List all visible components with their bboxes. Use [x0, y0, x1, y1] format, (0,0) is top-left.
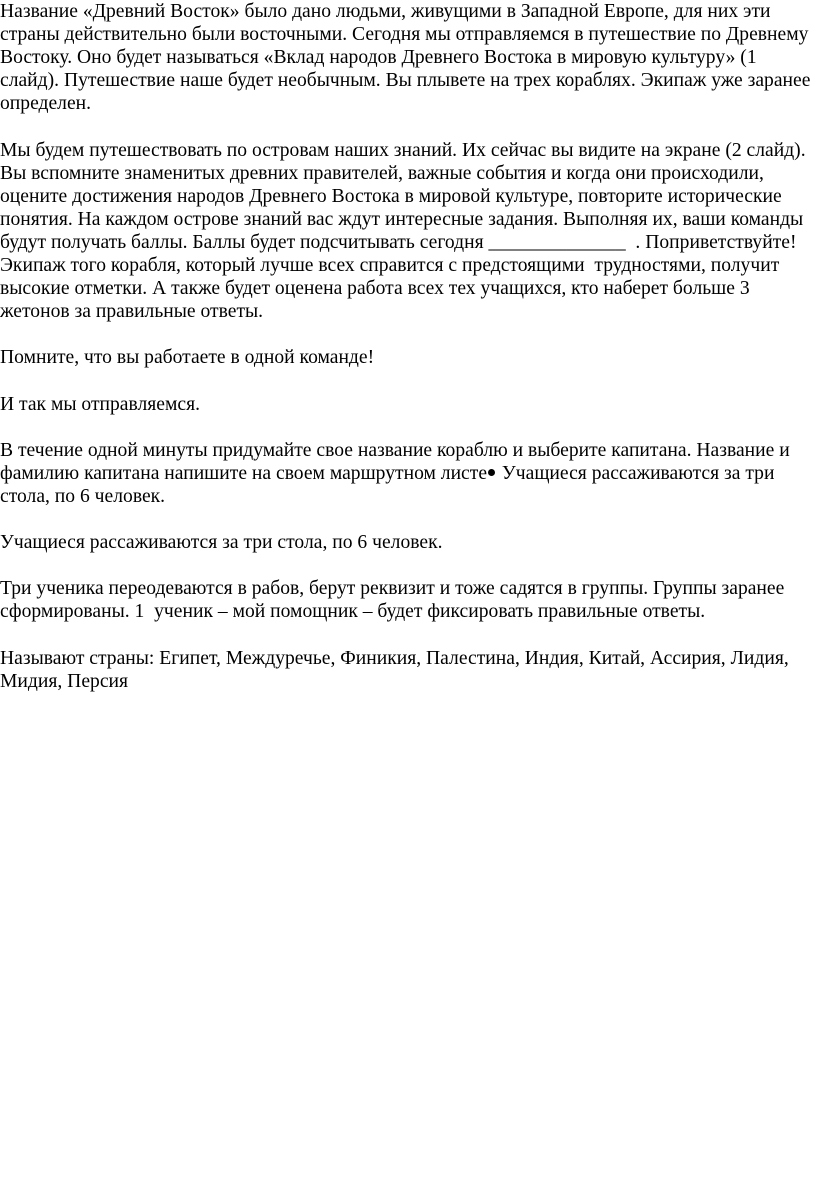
countries-paragraph: Называют страны: Египет, Междуречье, Финикия, Палестина, Индия, Китай, Ассирия, Лидия, Мидия, Персия — [0, 647, 794, 692]
seating-paragraph: Учащиеся рассаживаются за три стола, по 6 человек. — [0, 532, 443, 554]
teamwork-paragraph: Помните, что вы работаете в одной команде! — [0, 347, 375, 369]
bullet-dot-icon — [488, 469, 495, 476]
islands-paragraph: Мы будем путешествовать по островам наших знаний. Их сейчас вы видите на экране (2 слайд). Вы вспомните знаменитых древних правителей, важные события и когда они происходили, оцените достижения народов Древнего Востока в мировой культуре, повторите исторические понятия. На каждом острове знаний вас ждут интересные задания. Выполняя их, ваши команды будут получать баллы. Баллы будет подсчитывать сегодня ______________ . Поприветствуйте! Экипаж того корабля, который лучше всех справится с предстоящими трудностями, получит высокие отметки. А также будет оценена работа всех тех учащихся, кто наберет больше 3 жетонов за правильные ответы. — [0, 139, 811, 323]
captain-paragraph-text: В течение одной минуты придумайте свое название кораблю и выберите капитана. Название и фамилию капитана напишите на своем маршрутном листе — [0, 439, 795, 484]
slaves-paragraph: Три ученика переодеваются в рабов, берут реквизит и тоже садятся в группы. Группы заранее сформированы. 1 ученик – мой помощник – будет фиксировать правильные ответы. — [0, 578, 790, 623]
departure-paragraph: И так мы отправляемся. — [0, 393, 200, 415]
captain-paragraph-tail: Учащиеся рассаживаются за три стола, по 6 человек. — [0, 462, 780, 507]
intro-paragraph: Название «Древний Восток» было дано людьми, живущими в Западной Европе, для них эти страны действительно были восточными. Сегодня мы отправляемся в путешествие по Древнему Востоку. Оно будет называться «Вклад народов Древнего Востока в мировую культуру» (1 слайд). Путешествие наше будет необычным. Вы плывете на трех кораблях. Экипаж уже заранее определен. — [0, 1, 816, 115]
captain-paragraph — [0, 439, 814, 508]
